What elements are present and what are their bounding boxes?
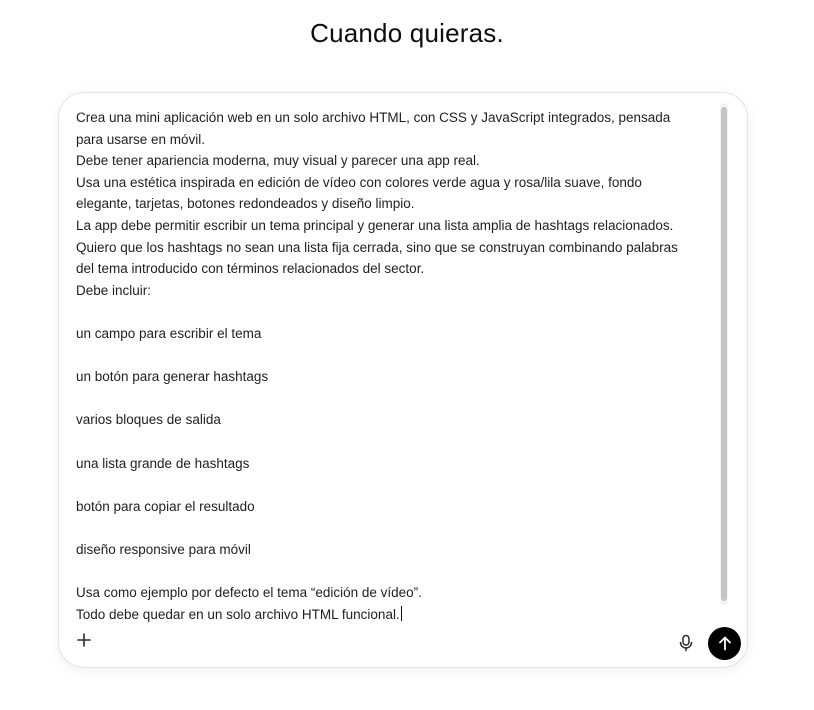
arrow-up-icon — [718, 636, 732, 651]
prompt-line — [76, 474, 716, 496]
prompt-line: elegante, tarjetas, botones redondeados y diseño limpio. — [76, 196, 415, 212]
prompt-line: Debe tener apariencia moderna, muy visual y parecer una app real. — [76, 153, 480, 169]
prompt-line: Debe incluir: — [76, 282, 152, 298]
prompt-line — [76, 431, 716, 453]
attach-button[interactable] — [71, 627, 97, 653]
microphone-icon — [678, 634, 694, 652]
prompt-composer — [58, 92, 748, 668]
prompt-line: Quiero que los hashtags no sean una lista fija cerrada, sino que se construyan combinando palabras — [76, 239, 678, 255]
prompt-line: un campo para escribir el tema — [76, 325, 262, 341]
text-caret — [401, 606, 402, 621]
prompt-line: Usa como ejemplo por defecto el tema “edición de vídeo”. — [76, 585, 422, 601]
prompt-line: Crea una mini aplicación web en un solo archivo HTML, con CSS y JavaScript integrados, pensada — [76, 110, 671, 125]
prompt-scrollbar-thumb[interactable] — [721, 107, 727, 601]
prompt-scrollbar[interactable] — [720, 103, 728, 605]
prompt-line: para usarse en móvil. — [76, 131, 206, 147]
prompt-line: un botón para generar hashtags — [76, 369, 269, 385]
prompt-line: botón para copiar el resultado — [76, 498, 255, 514]
voice-input-button[interactable] — [673, 630, 699, 656]
prompt-line: Usa una estética inspirada en edición de vídeo con colores verde agua y rosa/lila suave, fondo — [76, 174, 642, 190]
prompt-line — [76, 301, 716, 323]
prompt-line — [76, 517, 716, 539]
prompt-line: del tema introducido con términos relacionados del sector. — [76, 261, 425, 277]
prompt-line: diseño responsive para móvil — [76, 541, 251, 557]
prompt-line — [76, 345, 716, 367]
prompt-line: una lista grande de hashtags — [76, 455, 250, 471]
page-heading: Cuando quieras. — [310, 18, 504, 48]
plus-icon — [76, 632, 92, 648]
send-button[interactable] — [708, 627, 741, 660]
prompt-line: varios bloques de salida — [76, 412, 221, 428]
prompt-line: La app debe permitir escribir un tema principal y generar una lista amplia de hashtags relacionados. — [76, 217, 674, 233]
prompt-textarea[interactable] — [76, 107, 716, 623]
prompt-line: Todo debe quedar en un solo archivo HTML funcional. — [76, 606, 400, 622]
prompt-line — [76, 388, 716, 410]
prompt-line — [76, 560, 716, 582]
